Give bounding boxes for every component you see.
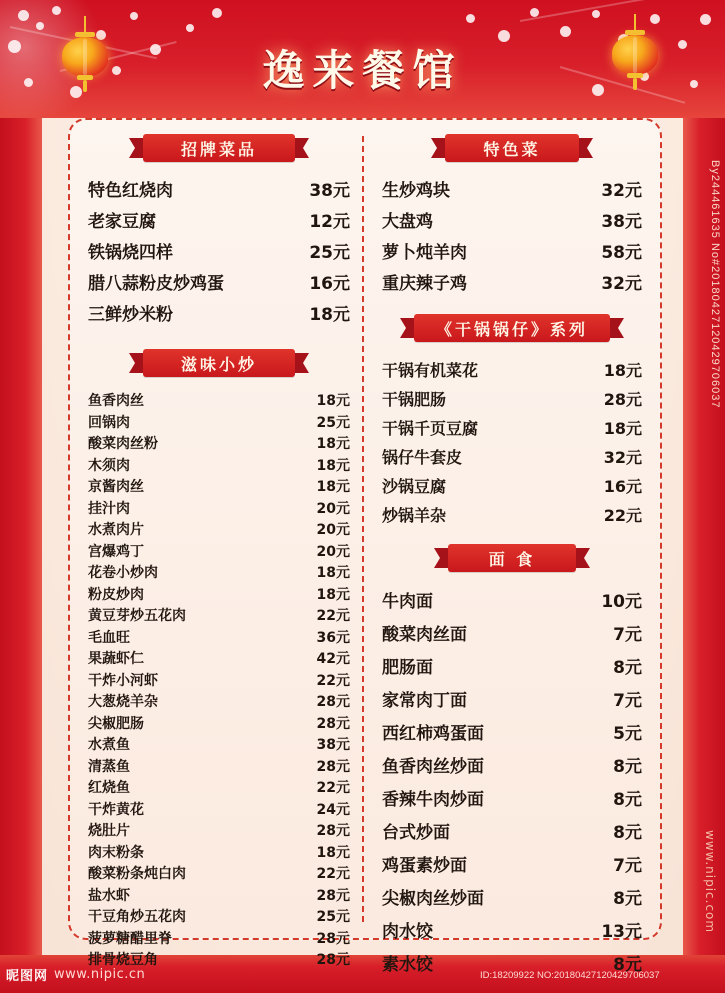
item-name: 黄豆芽炒五花肉 [88, 608, 186, 624]
item-price: 22元 [316, 866, 350, 882]
menu-item [88, 735, 350, 757]
menu-item [382, 685, 642, 718]
watermark-right-bottom: www.nipic.com [703, 829, 717, 933]
item-name: 铁锅烧四样 [88, 243, 173, 263]
menu-column-left [70, 120, 362, 968]
item-price: 24元 [316, 801, 350, 818]
item-price: 25元 [309, 243, 350, 263]
item-price: 28元 [316, 930, 350, 947]
menu-item [88, 300, 350, 331]
item-price: 22元 [603, 506, 642, 525]
item-name: 花卷小炒肉 [88, 565, 158, 581]
item-price: 20元 [316, 500, 350, 517]
menu-item [88, 649, 350, 671]
section-header-stirfry [88, 349, 350, 379]
menu-item [382, 238, 642, 269]
section-banner-label: 特色菜 [445, 134, 579, 162]
item-price: 25元 [316, 909, 350, 925]
item-name: 水煮肉片 [88, 522, 144, 538]
section-header-dryhotpot [382, 314, 642, 344]
menu-item [88, 238, 350, 269]
menu-card [68, 118, 662, 975]
item-name: 鸡蛋素炒面 [382, 856, 467, 876]
section-list-noodles [382, 586, 642, 982]
item-price: 20元 [316, 522, 350, 538]
item-name: 牛肉面 [382, 592, 433, 612]
item-name: 京酱肉丝 [88, 479, 144, 495]
menu-item [382, 269, 642, 300]
item-price: 13元 [601, 922, 642, 942]
menu-item [88, 413, 350, 435]
menu-item [382, 718, 642, 751]
image-id-text: ID:18209922 NO:20180427120429706037 [480, 970, 660, 981]
menu-item [382, 784, 642, 817]
item-price: 12元 [309, 212, 350, 232]
item-price: 16元 [309, 274, 350, 294]
item-price: 28元 [316, 887, 350, 904]
item-price: 28元 [603, 390, 642, 409]
menu-item [88, 671, 350, 693]
item-name: 鱼香肉丝 [88, 393, 144, 409]
item-name: 干炸黄花 [88, 801, 144, 818]
menu-item [88, 692, 350, 714]
item-name: 腊八蒜粉皮炒鸡蛋 [88, 274, 224, 294]
item-price: 18元 [309, 305, 350, 325]
menu-item [88, 563, 350, 585]
menu-item [382, 207, 642, 238]
menu-item [382, 385, 642, 414]
menu-item [382, 443, 642, 472]
item-name: 锅仔牛套皮 [382, 448, 463, 467]
item-name: 鱼香肉丝炒面 [382, 757, 484, 777]
menu-item [382, 619, 642, 652]
item-price: 8元 [613, 823, 642, 843]
item-price: 7元 [613, 856, 642, 876]
item-name: 盐水虾 [88, 887, 130, 904]
item-name: 果蔬虾仁 [88, 651, 144, 667]
section-list-dryhotpot [382, 356, 642, 530]
item-name: 老家豆腐 [88, 212, 156, 232]
menu-item [88, 585, 350, 607]
section-list-signature [88, 176, 350, 331]
item-price: 7元 [613, 625, 642, 645]
item-name: 大盘鸡 [382, 212, 433, 232]
section-header-specialty [382, 134, 642, 164]
menu-item [382, 414, 642, 443]
menu-item [88, 778, 350, 800]
item-name: 炒锅羊杂 [382, 506, 447, 525]
item-name: 干锅有机菜花 [382, 361, 479, 380]
item-name: 素水饺 [382, 955, 433, 975]
item-price: 25元 [316, 414, 350, 431]
menu-item [88, 628, 350, 650]
site-url: www.nipic.cn [54, 966, 146, 982]
menu-item [382, 356, 642, 385]
menu-item [382, 817, 642, 850]
section-header-noodles [382, 544, 642, 574]
menu-item [382, 751, 642, 784]
item-price: 36元 [316, 629, 350, 646]
item-price: 22元 [316, 672, 350, 689]
menu-item [88, 477, 350, 499]
item-price: 28元 [316, 758, 350, 775]
menu-item [382, 501, 642, 530]
item-price: 28元 [316, 952, 350, 968]
menu-item [88, 499, 350, 521]
section-list-stirfry [88, 391, 350, 972]
item-name: 木须肉 [88, 457, 130, 474]
item-name: 生炒鸡块 [382, 181, 450, 201]
item-price: 8元 [613, 955, 642, 975]
menu-item [88, 886, 350, 908]
item-name: 萝卜炖羊肉 [382, 243, 467, 263]
menu-item [88, 929, 350, 951]
item-price: 42元 [316, 651, 350, 667]
item-price: 18元 [316, 393, 350, 409]
item-price: 32元 [601, 181, 642, 201]
menu-item [88, 269, 350, 300]
item-name: 肉末粉条 [88, 844, 144, 861]
item-price: 8元 [613, 790, 642, 810]
item-name: 烧肚片 [88, 823, 130, 839]
item-name: 排骨烧豆角 [88, 952, 158, 968]
item-price: 18元 [603, 361, 642, 380]
menu-item [88, 843, 350, 865]
item-name: 宫爆鸡丁 [88, 543, 144, 560]
item-name: 干炸小河虾 [88, 672, 158, 689]
item-price: 22元 [316, 608, 350, 624]
item-name: 肥肠面 [382, 658, 433, 678]
watermark-right-top: By244461635 No#20180427120429706037 [709, 160, 721, 409]
menu-item [382, 652, 642, 685]
item-name: 特色红烧肉 [88, 181, 173, 201]
item-price: 18元 [316, 457, 350, 474]
item-price: 32元 [601, 274, 642, 294]
item-price: 20元 [316, 543, 350, 560]
item-price: 38元 [316, 737, 350, 753]
item-name: 尖椒肉丝炒面 [382, 889, 484, 909]
item-name: 酸菜肉丝粉 [88, 436, 158, 452]
item-price: 18元 [316, 586, 350, 603]
item-name: 菠萝糖醋里脊 [88, 930, 172, 947]
item-name: 干锅肥肠 [382, 390, 447, 409]
item-name: 水煮鱼 [88, 737, 130, 753]
item-price: 18元 [603, 419, 642, 438]
item-price: 18元 [316, 844, 350, 861]
menu-item [88, 520, 350, 542]
item-name: 沙锅豆腐 [382, 477, 447, 496]
menu-item [88, 606, 350, 628]
item-price: 8元 [613, 658, 642, 678]
watermark-footer [0, 955, 725, 993]
menu-item [88, 176, 350, 207]
item-price: 22元 [316, 780, 350, 796]
item-price: 5元 [613, 724, 642, 744]
menu-item [382, 586, 642, 619]
menu-item [88, 434, 350, 456]
item-price: 18元 [316, 565, 350, 581]
menu-item [88, 714, 350, 736]
item-name: 红烧鱼 [88, 780, 130, 796]
section-banner-label: 《干锅锅仔》系列 [414, 314, 610, 342]
item-name: 重庆辣子鸡 [382, 274, 467, 294]
item-name: 家常肉丁面 [382, 691, 467, 711]
item-name: 回锅肉 [88, 414, 130, 431]
item-price: 10元 [601, 592, 642, 612]
item-name: 大葱烧羊杂 [88, 694, 158, 710]
item-name: 干豆角炒五花肉 [88, 909, 186, 925]
item-price: 8元 [613, 889, 642, 909]
menu-item [88, 821, 350, 843]
menu-item [88, 757, 350, 779]
menu-item [382, 176, 642, 207]
item-price: 18元 [316, 479, 350, 495]
item-name: 清蒸鱼 [88, 758, 130, 775]
item-name: 肉水饺 [382, 922, 433, 942]
page-title: 逸来餐馆 [262, 46, 463, 95]
section-banner-label: 招牌菜品 [143, 134, 295, 162]
menu-item [88, 456, 350, 478]
menu-item [382, 916, 642, 949]
item-price: 28元 [316, 715, 350, 732]
item-price: 38元 [601, 212, 642, 232]
menu-item [88, 391, 350, 413]
item-price: 58元 [601, 243, 642, 263]
item-name: 尖椒肥肠 [88, 715, 144, 732]
item-price: 38元 [309, 181, 350, 201]
item-name: 西红柿鸡蛋面 [382, 724, 484, 744]
section-banner-label: 面 食 [448, 544, 576, 572]
item-name: 毛血旺 [88, 629, 130, 646]
item-name: 酸菜肉丝面 [382, 625, 467, 645]
item-price: 28元 [316, 694, 350, 710]
item-price: 8元 [613, 757, 642, 777]
item-name: 三鲜炒米粉 [88, 305, 173, 325]
item-price: 7元 [613, 691, 642, 711]
menu-item [382, 472, 642, 501]
menu-item [382, 883, 642, 916]
menu-item [382, 850, 642, 883]
item-price: 32元 [603, 448, 642, 467]
section-list-specialty [382, 176, 642, 300]
section-header-signature [88, 134, 350, 164]
menu-item [88, 907, 350, 929]
menu-item [88, 800, 350, 822]
item-name: 干锅千页豆腐 [382, 419, 479, 438]
menu-item [88, 207, 350, 238]
item-price: 28元 [316, 823, 350, 839]
menu-item [88, 542, 350, 564]
site-logo: 昵图网 [6, 968, 49, 984]
item-name: 酸菜粉条炖白肉 [88, 866, 186, 882]
item-name: 香辣牛肉炒面 [382, 790, 484, 810]
item-name: 台式炒面 [382, 823, 450, 843]
item-name: 粉皮炒肉 [88, 586, 144, 603]
menu-column-right [362, 120, 660, 975]
item-price: 18元 [316, 436, 350, 452]
section-banner-label: 滋味小炒 [143, 349, 295, 377]
item-name: 挂汁肉 [88, 500, 130, 517]
menu-item [88, 864, 350, 886]
item-price: 16元 [603, 477, 642, 496]
frame-left-border [0, 0, 42, 993]
